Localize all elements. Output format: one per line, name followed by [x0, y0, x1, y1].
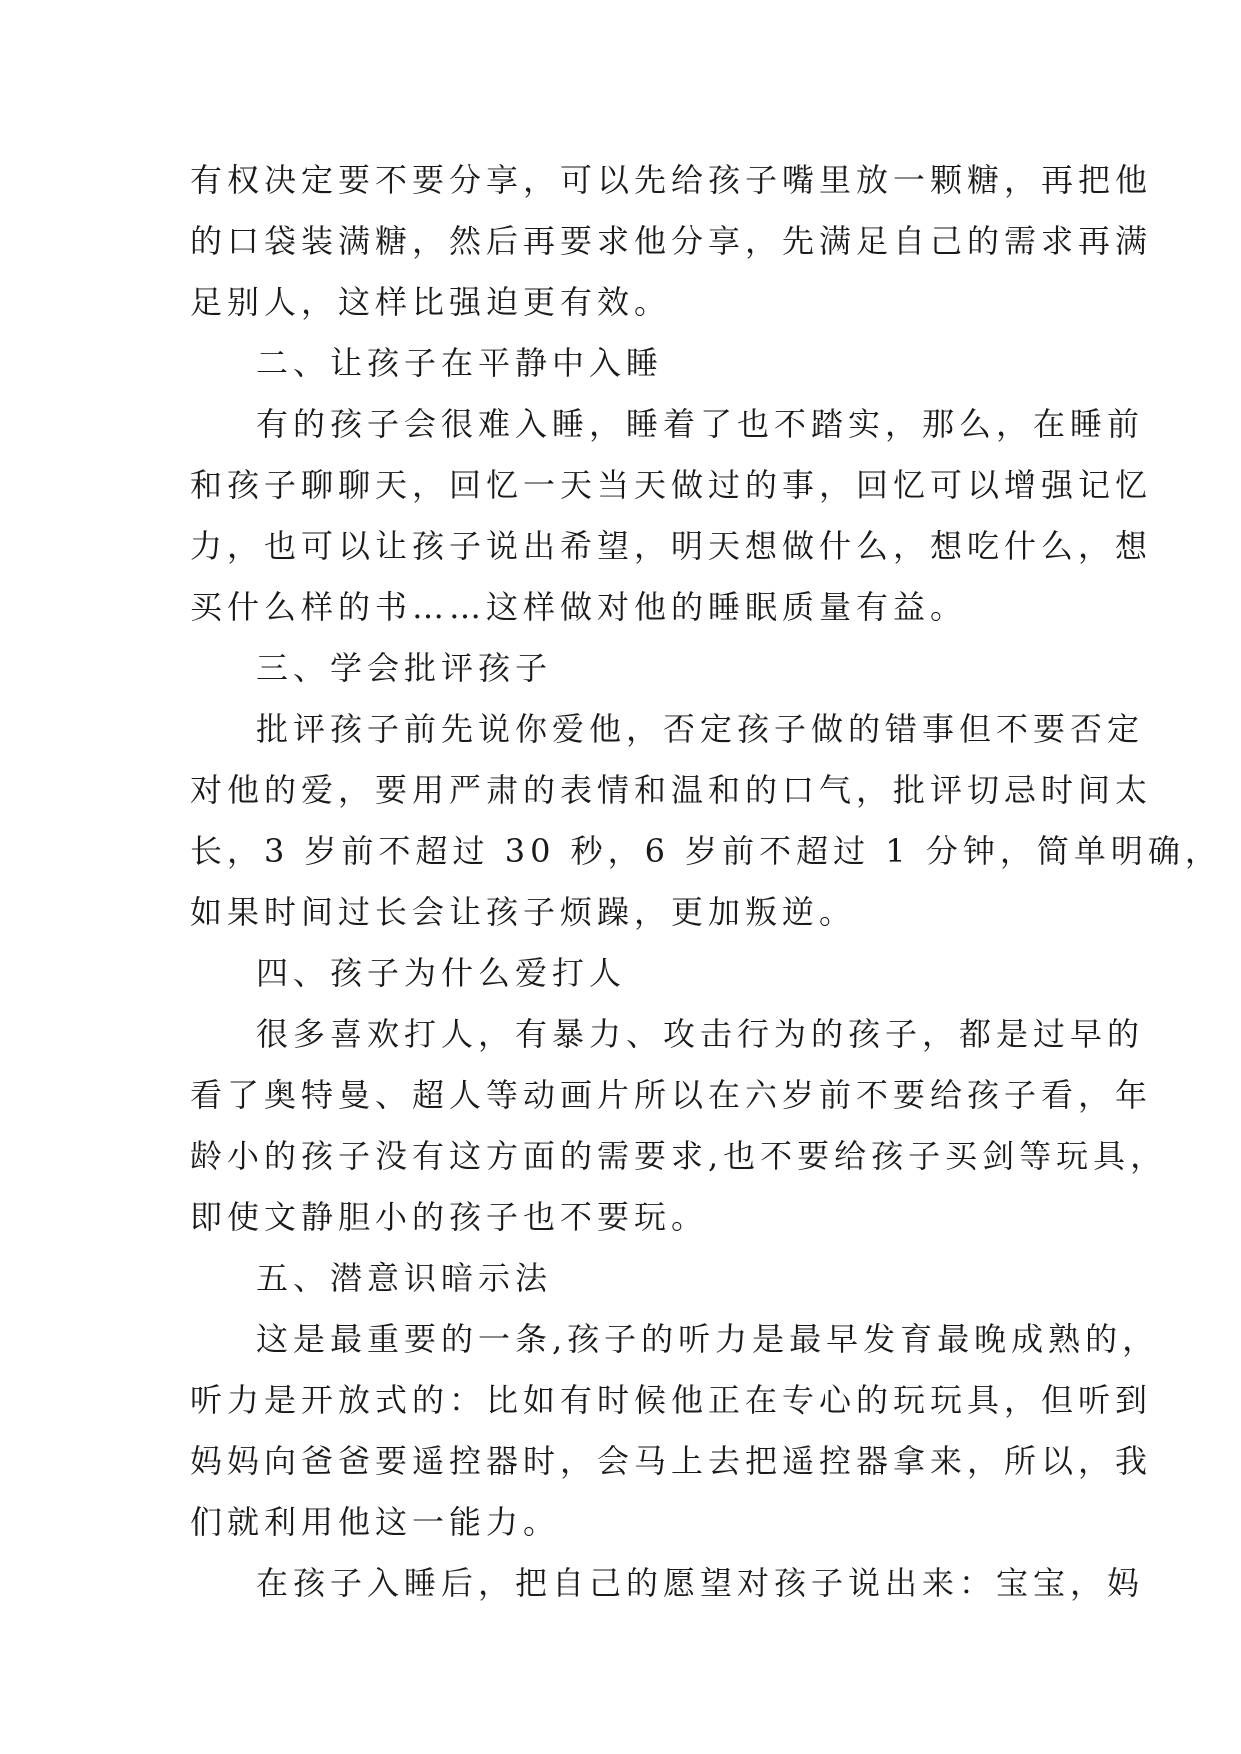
text-line: 即使文静胆小的孩子也不要玩。 — [190, 1198, 709, 1236]
text-line: 足别人，这样比强迫更有效。 — [190, 283, 672, 321]
text-line: 和孩子聊聊天，回忆一天当天做过的事，回忆可以增强记忆 — [190, 466, 1153, 504]
section-heading: 五、潜意识暗示法 — [256, 1259, 553, 1297]
section-heading: 二、让孩子在平静中入睡 — [256, 344, 664, 382]
section-heading: 四、孩子为什么爱打人 — [256, 954, 627, 992]
section-heading: 三、学会批评孩子 — [256, 649, 553, 687]
text-line: 很多喜欢打人，有暴力、攻击行为的孩子，都是过早的 — [256, 1015, 1145, 1053]
text-line: 龄小的孩子没有这方面的需要求,也不要给孩子买剑等玩具， — [190, 1137, 1168, 1175]
document-body — [190, 150, 1222, 1614]
text-line: 看了奥特曼、超人等动画片所以在六岁前不要给孩子看，年 — [190, 1076, 1153, 1114]
text-line: 如果时间过长会让孩子烦躁，更加叛逆。 — [190, 893, 857, 931]
text-line: 有权决定要不要分享，可以先给孩子嘴里放一颗糖，再把他 — [190, 161, 1153, 199]
text-line: 这是最重要的一条,孩子的听力是最早发育最晚成熟的， — [256, 1320, 1160, 1358]
text-line: 有的孩子会很难入睡，睡着了也不踏实，那么，在睡前 — [256, 405, 1145, 443]
text-line: 长，3 岁前不超过 30 秒，6 岁前不超过 1 分钟，简单明确， — [190, 832, 1222, 870]
text-line: 听力是开放式的：比如有时候他正在专心的玩玩具，但听到 — [190, 1381, 1153, 1419]
text-line: 力，也可以让孩子说出希望，明天想做什么，想吃什么，想 — [190, 527, 1153, 565]
text-line: 们就利用他这一能力。 — [190, 1503, 561, 1541]
text-line: 的口袋装满糖，然后再要求他分享，先满足自己的需求再满 — [190, 222, 1153, 260]
text-line: 妈妈向爸爸要遥控器时，会马上去把遥控器拿来，所以，我 — [190, 1442, 1153, 1480]
text-line: 批评孩子前先说你爱他，否定孩子做的错事但不要否定 — [256, 710, 1145, 748]
text-line: 对他的爱，要用严肃的表情和温和的口气，批评切忌时间太 — [190, 771, 1153, 809]
text-line: 买什么样的书……这样做对他的睡眠质量有益。 — [190, 588, 968, 626]
text-line: 在孩子入睡后，把自己的愿望对孩子说出来：宝宝，妈 — [256, 1564, 1145, 1602]
